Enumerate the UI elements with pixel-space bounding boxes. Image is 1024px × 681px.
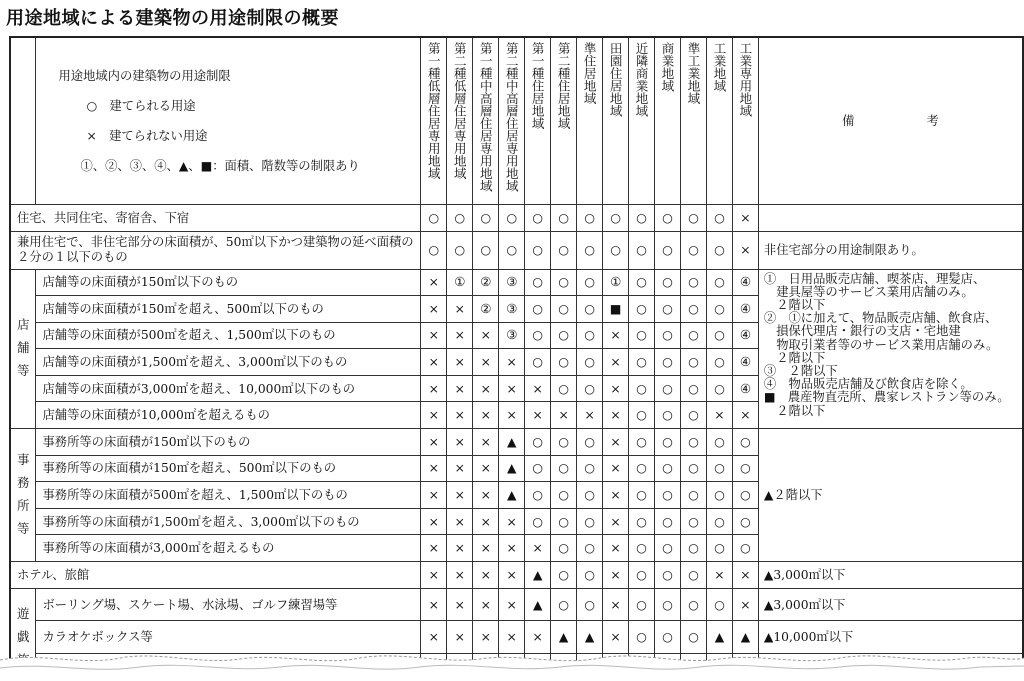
permission-cell: × — [447, 455, 473, 482]
remark-cell — [758, 204, 1023, 231]
row-label: 店舗等の床面積が3,000㎡を超え、10,000㎡以下のもの — [36, 375, 421, 402]
permission-cell: × — [499, 589, 525, 621]
zone-header: 第二種住居地域 — [551, 37, 577, 204]
permission-cell: × — [447, 589, 473, 621]
permission-cell: × — [473, 402, 499, 429]
permission-cell: ○ — [421, 204, 447, 231]
permission-cell: × — [603, 375, 629, 402]
remark-line: ２階以下 — [763, 297, 826, 312]
permission-cell: ○ — [706, 589, 732, 621]
permission-cell: ○ — [551, 269, 577, 296]
remarks-header: 備 考 — [758, 37, 1023, 204]
permission-cell: ○ — [525, 231, 551, 269]
permission-cell: × — [603, 562, 629, 589]
row-label: 店舗等の床面積が10,000㎡を超えるもの — [36, 402, 421, 429]
permission-cell: ○ — [447, 231, 473, 269]
permission-cell: ○ — [629, 296, 655, 323]
permission-cell: ④ — [732, 322, 758, 349]
permission-cell: × — [421, 589, 447, 621]
remark-line: ２階以下 — [763, 403, 826, 418]
use-restriction-table — [9, 36, 1024, 678]
zone-header: 第二種低層住居専用地域 — [447, 37, 473, 204]
permission-cell: × — [421, 269, 447, 296]
permission-cell: × — [473, 621, 499, 653]
permission-cell: ○ — [551, 482, 577, 509]
remark-line: ① 日用品販売店舗、喫茶店、理髪店、 — [763, 271, 986, 286]
permission-cell: ○ — [551, 562, 577, 589]
zone-header: 第一種中高層住居専用地域 — [473, 37, 499, 204]
permission-cell: ○ — [577, 204, 603, 231]
permission-cell: ○ — [655, 402, 681, 429]
permission-cell: × — [421, 296, 447, 323]
permission-cell: × — [421, 455, 447, 482]
zone-header: 田園住居地域 — [603, 37, 629, 204]
permission-cell: ▲ — [499, 482, 525, 509]
permission-cell: ③ — [499, 269, 525, 296]
permission-cell: ○ — [655, 482, 681, 509]
permission-cell: × — [421, 402, 447, 429]
permission-cell: ○ — [551, 535, 577, 562]
permission-cell: ○ — [525, 296, 551, 323]
permission-cell: ○ — [681, 562, 707, 589]
permission-cell: × — [421, 322, 447, 349]
permission-cell: ○ — [525, 269, 551, 296]
permission-cell: × — [473, 375, 499, 402]
permission-cell: × — [421, 429, 447, 456]
permission-cell: × — [603, 322, 629, 349]
permission-cell: ○ — [655, 375, 681, 402]
permission-cell: ○ — [577, 429, 603, 456]
permission-cell: ○ — [629, 375, 655, 402]
permission-cell: ■ — [603, 296, 629, 323]
permission-cell: × — [473, 429, 499, 456]
zone-header: 第二種中高層住居専用地域 — [499, 37, 525, 204]
permission-cell: × — [499, 621, 525, 653]
permission-cell: ○ — [732, 535, 758, 562]
permission-cell: ③ — [499, 322, 525, 349]
permission-cell: × — [421, 621, 447, 653]
permission-cell: ○ — [603, 204, 629, 231]
permission-cell: ○ — [577, 375, 603, 402]
permission-cell: ○ — [603, 231, 629, 269]
permission-cell: ○ — [681, 402, 707, 429]
remark-cell: ▲3,000㎡以下 — [758, 562, 1023, 589]
remark-cell: 非住宅部分の用途制限あり。 — [758, 231, 1023, 269]
permission-cell: × — [525, 402, 551, 429]
zone-header: 近隣商業地域 — [629, 37, 655, 204]
permission-cell: ○ — [732, 482, 758, 509]
permission-cell: ○ — [629, 508, 655, 535]
permission-cell: ① — [603, 269, 629, 296]
permission-cell: × — [447, 508, 473, 535]
remark-line: ２階以下 — [763, 350, 826, 365]
permission-cell: ○ — [681, 296, 707, 323]
zone-header: 工業地域 — [706, 37, 732, 204]
table-row — [10, 231, 1023, 269]
permission-cell: ○ — [681, 269, 707, 296]
permission-cell: ○ — [525, 429, 551, 456]
permission-cell: ▲ — [499, 429, 525, 456]
permission-cell: ▲ — [499, 455, 525, 482]
permission-cell: × — [577, 402, 603, 429]
permission-cell: ○ — [655, 535, 681, 562]
row-label: 店舗等の床面積が500㎡を超え、1,500㎡以下のもの — [36, 322, 421, 349]
permission-cell: × — [603, 621, 629, 653]
permission-cell: ○ — [629, 402, 655, 429]
permission-cell: ▲ — [732, 621, 758, 653]
permission-cell: ○ — [577, 535, 603, 562]
remark-cell — [758, 269, 1023, 429]
permission-cell: ② — [473, 269, 499, 296]
permission-cell: × — [525, 621, 551, 653]
legend-not-allowed: × 建てられない用途 — [86, 128, 208, 143]
permission-cell: ④ — [732, 269, 758, 296]
permission-cell: ○ — [525, 349, 551, 376]
permission-cell: × — [447, 621, 473, 653]
legend-limited: ①、②、③、④、▲、■：面積、階数等の制限あり — [80, 158, 360, 173]
permission-cell: ○ — [447, 204, 473, 231]
permission-cell: ○ — [629, 231, 655, 269]
permission-cell: ▲ — [706, 621, 732, 653]
row-label: 事務所等の床面積が500㎡を超え、1,500㎡以下のもの — [36, 482, 421, 509]
permission-cell: × — [525, 375, 551, 402]
remark-cell: ▲10,000㎡以下 — [758, 621, 1023, 653]
zone-header: 工業専用地域 — [732, 37, 758, 204]
remark-line: ■ 農産物直売所、農家レストラン等のみ。 — [763, 390, 1010, 405]
permission-cell: ▲ — [551, 621, 577, 653]
permission-cell: ○ — [525, 482, 551, 509]
legend — [36, 37, 421, 204]
permission-cell: ○ — [551, 429, 577, 456]
row-label: 兼用住宅で、非住宅部分の床面積が、50㎡以下かつ建築物の延べ面積の２分の１以下のもの — [10, 231, 421, 269]
permission-cell: ○ — [732, 429, 758, 456]
permission-cell: ○ — [421, 231, 447, 269]
permission-cell: × — [473, 535, 499, 562]
permission-cell: ○ — [577, 562, 603, 589]
permission-cell: ○ — [551, 375, 577, 402]
permission-cell: ○ — [655, 589, 681, 621]
permission-cell: ○ — [655, 204, 681, 231]
permission-cell: ○ — [629, 322, 655, 349]
permission-cell: × — [447, 349, 473, 376]
permission-cell: ○ — [577, 589, 603, 621]
permission-cell: × — [706, 562, 732, 589]
table-row — [10, 204, 1023, 231]
permission-cell: ○ — [706, 204, 732, 231]
permission-cell: ○ — [473, 231, 499, 269]
remark-line: ④ 物品販売店舗及び飲食店を除く。 — [763, 377, 973, 392]
permission-cell: ○ — [706, 482, 732, 509]
permission-cell: × — [447, 402, 473, 429]
header-row — [10, 37, 1023, 204]
permission-cell: ○ — [706, 296, 732, 323]
permission-cell: × — [421, 562, 447, 589]
permission-cell: × — [603, 508, 629, 535]
permission-cell: ○ — [551, 349, 577, 376]
permission-cell: ○ — [499, 231, 525, 269]
permission-cell: ○ — [732, 508, 758, 535]
permission-cell: × — [603, 429, 629, 456]
permission-cell: × — [473, 322, 499, 349]
permission-cell: ○ — [706, 429, 732, 456]
legend-heading: 用途地域内の建築物の用途制限 — [58, 68, 231, 83]
permission-cell: ② — [473, 296, 499, 323]
permission-cell: ○ — [577, 322, 603, 349]
permission-cell: ○ — [473, 204, 499, 231]
permission-cell: ○ — [525, 204, 551, 231]
zone-header: 商業地域 — [655, 37, 681, 204]
permission-cell: × — [447, 429, 473, 456]
zone-header: 準住居地域 — [577, 37, 603, 204]
row-label: ボーリング場、スケート場、水泳場、ゴルフ練習場等 — [36, 589, 421, 621]
permission-cell: ○ — [629, 621, 655, 653]
permission-cell: × — [473, 349, 499, 376]
permission-cell: ○ — [629, 482, 655, 509]
remark-cell: ▲3,000㎡以下 — [758, 589, 1023, 621]
permission-cell: × — [499, 508, 525, 535]
permission-cell: × — [732, 231, 758, 269]
permission-cell: × — [499, 562, 525, 589]
permission-cell: ③ — [499, 296, 525, 323]
table-row — [10, 589, 1023, 621]
row-label: 事務所等の床面積が1,500㎡を超え、3,000㎡以下のもの — [36, 508, 421, 535]
permission-cell: ○ — [706, 231, 732, 269]
permission-cell: ○ — [706, 349, 732, 376]
permission-cell: ○ — [706, 322, 732, 349]
remark-line: 物取引業者等のサービス業用店舗のみ。 — [763, 337, 999, 352]
permission-cell: ○ — [577, 508, 603, 535]
permission-cell: × — [525, 535, 551, 562]
permission-cell: ○ — [655, 322, 681, 349]
permission-cell: × — [473, 562, 499, 589]
permission-cell: × — [473, 482, 499, 509]
permission-cell: ○ — [732, 455, 758, 482]
permission-cell: × — [421, 482, 447, 509]
permission-cell: ○ — [577, 269, 603, 296]
permission-cell: × — [603, 349, 629, 376]
permission-cell: ○ — [577, 231, 603, 269]
permission-cell: × — [499, 375, 525, 402]
permission-cell: ○ — [655, 429, 681, 456]
permission-cell: × — [732, 402, 758, 429]
permission-cell: ○ — [551, 455, 577, 482]
row-label: 事務所等の床面積が150㎡以下のもの — [36, 429, 421, 456]
row-label: 店舗等の床面積が150㎡以下のもの — [36, 269, 421, 296]
permission-cell: ○ — [525, 322, 551, 349]
permission-cell: ○ — [655, 455, 681, 482]
permission-cell: × — [421, 375, 447, 402]
permission-cell: ④ — [732, 349, 758, 376]
permission-cell: ○ — [655, 269, 681, 296]
permission-cell: × — [447, 375, 473, 402]
permission-cell: ○ — [551, 204, 577, 231]
permission-cell: ① — [447, 269, 473, 296]
permission-cell: ○ — [655, 562, 681, 589]
permission-cell: ○ — [706, 508, 732, 535]
permission-cell: ○ — [681, 482, 707, 509]
remark-line: 建具屋等のサービス業用店舗のみ。 — [763, 284, 974, 299]
permission-cell: × — [603, 589, 629, 621]
permission-cell: × — [499, 535, 525, 562]
page-title: 用途地域による建築物の用途制限の概要 — [6, 8, 339, 29]
permission-cell: × — [499, 402, 525, 429]
permission-cell: ○ — [706, 375, 732, 402]
permission-cell: × — [499, 349, 525, 376]
permission-cell: ○ — [706, 455, 732, 482]
permission-cell: ○ — [577, 455, 603, 482]
permission-cell: ▲ — [525, 562, 551, 589]
zone-header: 第一種住居地域 — [525, 37, 551, 204]
row-label: 住宅、共同住宅、寄宿舎、下宿 — [10, 204, 421, 231]
zone-header: 第一種低層住居専用地域 — [421, 37, 447, 204]
row-label: 店舗等の床面積が150㎡を超え、500㎡以下のもの — [36, 296, 421, 323]
permission-cell: ○ — [681, 589, 707, 621]
row-label: 事務所等の床面積が3,000㎡を超えるもの — [36, 535, 421, 562]
permission-cell: ○ — [655, 621, 681, 653]
permission-cell: × — [421, 349, 447, 376]
permission-cell: ○ — [525, 455, 551, 482]
permission-cell: ○ — [551, 231, 577, 269]
permission-cell: ○ — [629, 562, 655, 589]
permission-cell: ○ — [629, 349, 655, 376]
legend-allowed: ○ 建てられる用途 — [86, 98, 196, 113]
permission-cell: ○ — [681, 621, 707, 653]
permission-cell: × — [603, 535, 629, 562]
permission-cell: ○ — [577, 349, 603, 376]
permission-cell: × — [732, 589, 758, 621]
remark-line: ③ ２階以下 — [763, 363, 838, 378]
permission-cell: ○ — [577, 296, 603, 323]
permission-cell: ○ — [629, 535, 655, 562]
torn-edge — [0, 648, 1024, 681]
permission-cell: ○ — [681, 535, 707, 562]
permission-cell: ○ — [681, 204, 707, 231]
permission-cell: ④ — [732, 375, 758, 402]
permission-cell: ○ — [551, 296, 577, 323]
permission-cell: ○ — [551, 322, 577, 349]
row-label: 事務所等の床面積が150㎡を超え、500㎡以下のもの — [36, 455, 421, 482]
table-row — [10, 562, 1023, 589]
row-label: ホテル、旅館 — [10, 562, 421, 589]
permission-cell: × — [473, 455, 499, 482]
permission-cell: ○ — [681, 508, 707, 535]
permission-cell: × — [447, 322, 473, 349]
permission-cell: × — [421, 508, 447, 535]
permission-cell: ○ — [629, 269, 655, 296]
permission-cell: ○ — [629, 429, 655, 456]
permission-cell: ▲ — [525, 589, 551, 621]
permission-cell: ○ — [655, 231, 681, 269]
permission-cell: × — [732, 562, 758, 589]
permission-cell: ○ — [681, 349, 707, 376]
category-label: 遊 戯 — [10, 589, 36, 678]
table-row — [10, 269, 1023, 296]
permission-cell: ○ — [525, 508, 551, 535]
permission-cell: ▲ — [577, 621, 603, 653]
table-row — [10, 429, 1023, 456]
permission-cell: × — [447, 562, 473, 589]
permission-cell: ○ — [629, 455, 655, 482]
permission-cell: × — [732, 204, 758, 231]
permission-cell: × — [447, 296, 473, 323]
permission-cell: ○ — [681, 231, 707, 269]
permission-cell: × — [603, 482, 629, 509]
permission-cell: ○ — [577, 482, 603, 509]
permission-cell: ○ — [655, 508, 681, 535]
permission-cell: ○ — [655, 349, 681, 376]
row-label: 店舗等の床面積が1,500㎡を超え、3,000㎡以下のもの — [36, 349, 421, 376]
remark-line: 損保代理店・銀行の支店・宅地建 — [763, 324, 961, 339]
permission-cell: × — [706, 402, 732, 429]
permission-cell: ○ — [681, 322, 707, 349]
permission-cell: ○ — [629, 204, 655, 231]
permission-cell: ○ — [655, 296, 681, 323]
permission-cell: × — [473, 508, 499, 535]
permission-cell: × — [421, 535, 447, 562]
zone-header: 準工業地域 — [681, 37, 707, 204]
permission-cell: ○ — [629, 589, 655, 621]
remark-cell: ▲２階以下 — [758, 429, 1023, 562]
permission-cell: ○ — [551, 589, 577, 621]
permission-cell: ○ — [551, 508, 577, 535]
permission-cell: × — [603, 455, 629, 482]
permission-cell: × — [447, 535, 473, 562]
permission-cell: ○ — [499, 204, 525, 231]
permission-cell: × — [603, 402, 629, 429]
permission-cell: ○ — [681, 455, 707, 482]
permission-cell: ○ — [706, 535, 732, 562]
category-label: 事 務 所 等 — [10, 429, 36, 562]
category-label: 店 舗 等 — [10, 269, 36, 429]
permission-cell: ○ — [706, 269, 732, 296]
permission-cell: × — [473, 589, 499, 621]
permission-cell: ④ — [732, 296, 758, 323]
remark-line: ② ①に加えて、物品販売店舗、飲食店、 — [763, 311, 998, 326]
permission-cell: ○ — [681, 375, 707, 402]
permission-cell: × — [447, 482, 473, 509]
permission-cell: ○ — [681, 429, 707, 456]
permission-cell: × — [551, 402, 577, 429]
row-label: カラオケボックス等 — [36, 621, 421, 653]
